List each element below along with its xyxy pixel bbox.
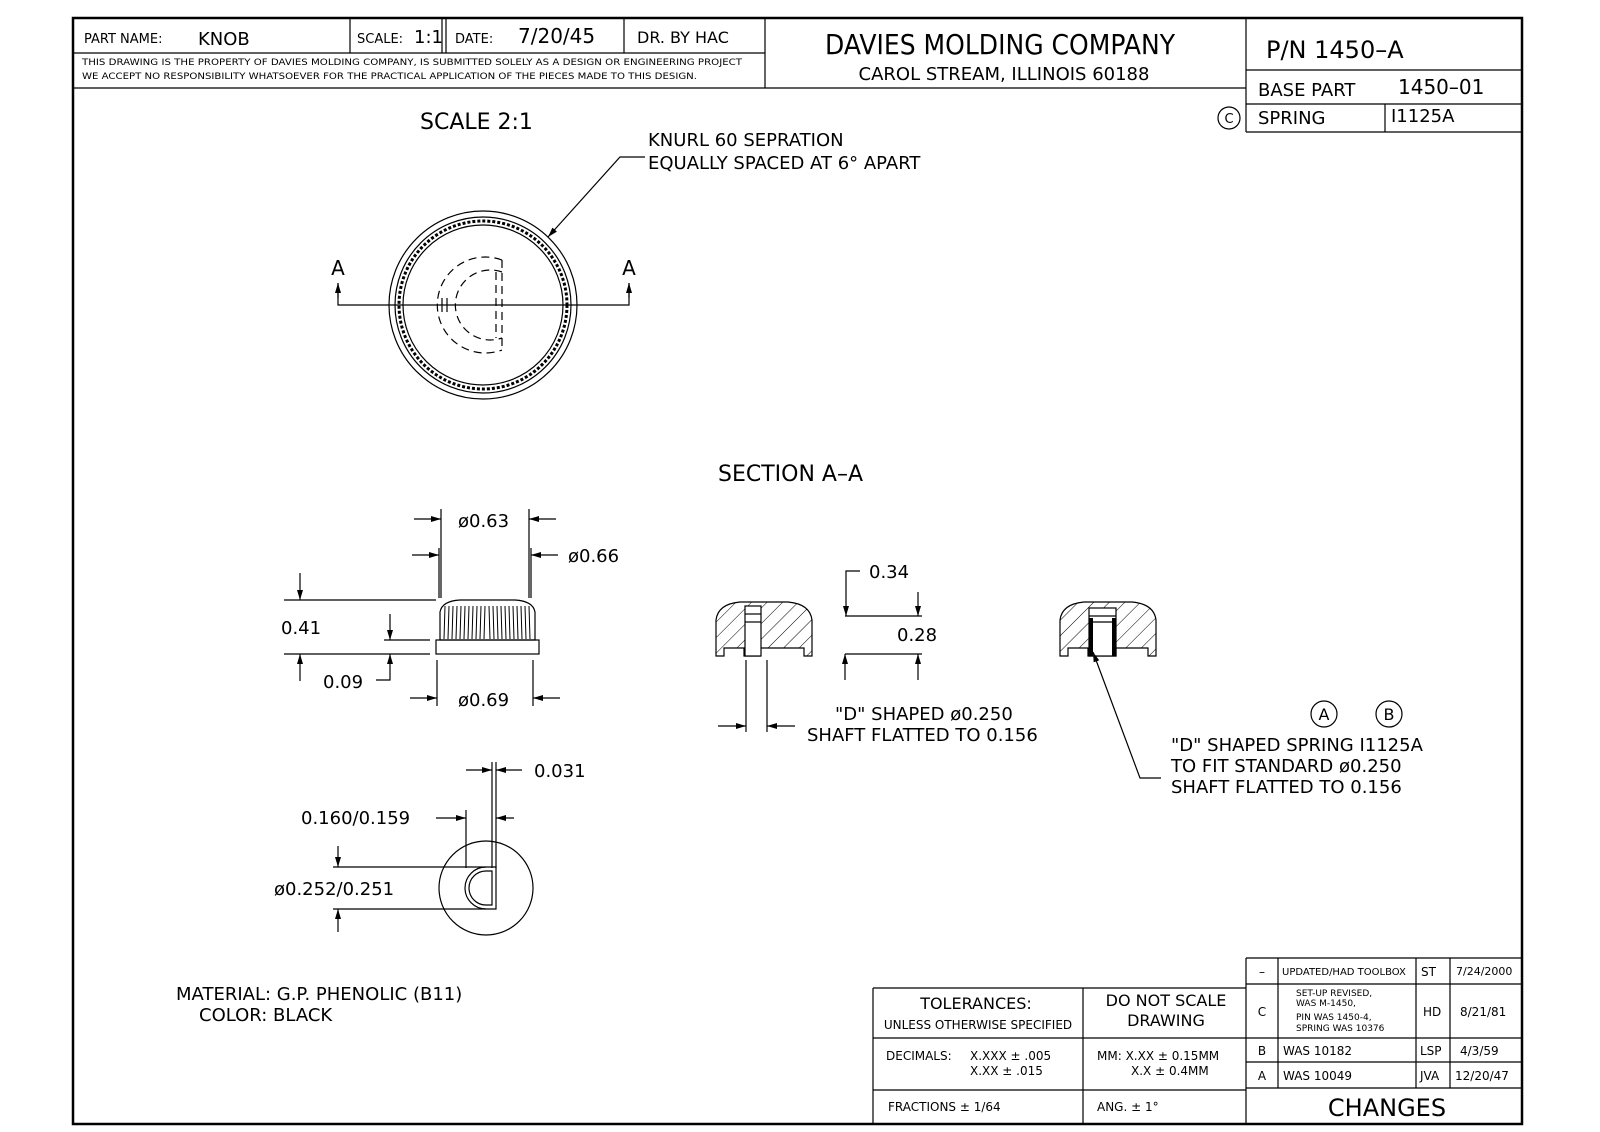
knurl-stripe bbox=[444, 606, 445, 639]
changes-desc-1a: SET-UP REVISED, bbox=[1296, 989, 1373, 999]
knurl-stripe bbox=[501, 606, 502, 639]
spring-note-line-2: TO FIT STANDARD ø0.250 bbox=[1171, 756, 1402, 777]
changes-rev-2: B bbox=[1257, 1044, 1267, 1058]
changes-rev-1: C bbox=[1257, 1005, 1267, 1019]
changes-desc-3: WAS 10049 bbox=[1283, 1069, 1353, 1083]
knurl-stripe bbox=[468, 606, 469, 639]
shaft-note-line-1: "D" SHAPED ø0.250 bbox=[835, 704, 1013, 725]
date-label: DATE: bbox=[455, 32, 494, 47]
section-line-a-a bbox=[338, 283, 629, 305]
material-line: MATERIAL: G.P. PHENOLIC (B11) bbox=[176, 984, 463, 1005]
changes-desc-1b: WAS M-1450, bbox=[1296, 999, 1356, 1009]
scale-value: 1:1 bbox=[414, 27, 443, 48]
spring-left bbox=[1089, 618, 1093, 656]
knurl-stripe bbox=[464, 606, 465, 639]
section-1-body bbox=[716, 602, 812, 656]
changes-by-3: JVA bbox=[1420, 1069, 1440, 1083]
knurl-note-line-1: KNURL 60 SEPRATION bbox=[648, 130, 844, 151]
knurl-stripe bbox=[472, 606, 473, 639]
end-view bbox=[274, 761, 586, 935]
changes-rev-3: A bbox=[1257, 1069, 1267, 1083]
knurl-stripe bbox=[476, 606, 477, 639]
dim-d028: 0.28 bbox=[897, 625, 938, 646]
top-view bbox=[331, 110, 921, 399]
notice-line-2: WE ACCEPT NO RESPONSIBILITY WHATSOEVER FOR THE PRACTICAL APPLICATION OF THE PIECES MADE TO THIS DESIGN. bbox=[82, 72, 697, 82]
mm-x: X.X ± 0.4MM bbox=[1131, 1064, 1209, 1078]
knob-base-flange bbox=[436, 640, 539, 654]
spring-label: SPRING bbox=[1258, 108, 1326, 129]
section-title: SECTION A–A bbox=[718, 462, 864, 487]
color-line: COLOR: BLACK bbox=[199, 1005, 333, 1026]
part-name: KNOB bbox=[198, 29, 250, 50]
base-part-label: BASE PART bbox=[1258, 80, 1356, 101]
dim-d0160: 0.160/0.159 bbox=[301, 808, 411, 829]
revision-c-letter: C bbox=[1224, 112, 1234, 127]
changes-desc-0: UPDATED/HAD TOOLBOX bbox=[1282, 967, 1406, 978]
changes-desc-1d: SPRING WAS 10376 bbox=[1296, 1024, 1385, 1034]
dim-h009: 0.09 bbox=[323, 672, 364, 693]
part-number: P/N 1450–A bbox=[1266, 36, 1404, 64]
tolerance-block bbox=[873, 988, 1246, 1124]
knurl-stripe bbox=[460, 606, 461, 639]
dim-d063: ø0.63 bbox=[458, 511, 510, 532]
top-view-scale: SCALE 2:1 bbox=[420, 110, 533, 135]
dim-d0031: 0.031 bbox=[534, 761, 586, 782]
knurl-stripe bbox=[489, 606, 490, 639]
changes-date-3: 12/20/47 bbox=[1455, 1069, 1509, 1083]
knurl-stripe bbox=[456, 606, 457, 639]
revision-b-letter: B bbox=[1383, 705, 1395, 724]
decimals-xxx: X.XXX ± .005 bbox=[970, 1049, 1052, 1063]
scale-label: SCALE: bbox=[357, 32, 404, 47]
changes-date-0: 7/24/2000 bbox=[1456, 965, 1513, 978]
drawn-by: DR. BY HAC bbox=[637, 28, 729, 47]
knurl-stripe bbox=[497, 606, 498, 639]
knurl-stripe bbox=[513, 606, 514, 639]
notice-line-1: THIS DRAWING IS THE PROPERTY OF DAVIES MOLDING COMPANY, IS SUBMITTED SOLELY AS A DESIGN OR ENGINEERING PROJECT bbox=[80, 58, 743, 68]
tolerances-subheader: UNLESS OTHERWISE SPECIFIED bbox=[883, 1018, 1073, 1032]
knurl-stripe bbox=[525, 606, 526, 639]
company-address: CAROL STREAM, ILLINOIS 60188 bbox=[858, 64, 1150, 85]
dim-d0252: ø0.252/0.251 bbox=[274, 879, 395, 900]
knurl-stripe bbox=[509, 606, 510, 639]
section-view-1 bbox=[716, 562, 1038, 746]
base-part-value: 1450–01 bbox=[1398, 75, 1485, 99]
changes-date-2: 4/3/59 bbox=[1460, 1044, 1499, 1058]
decimals-label: DECIMALS: bbox=[886, 1049, 952, 1063]
changes-title: CHANGES bbox=[1327, 1094, 1447, 1122]
section-marker-left: A bbox=[331, 256, 345, 280]
company-name: DAVIES MOLDING COMPANY bbox=[825, 28, 1176, 61]
section-2-bore bbox=[1089, 608, 1116, 656]
spring-note-line-3: SHAFT FLATTED TO 0.156 bbox=[1171, 777, 1402, 798]
dim-d069: ø0.69 bbox=[458, 690, 510, 711]
knurl-stripe bbox=[517, 606, 518, 639]
fractions-tolerance: FRACTIONS ± 1/64 bbox=[888, 1100, 1001, 1114]
knurl-leader bbox=[548, 157, 645, 237]
spring-note-line-1: "D" SHAPED SPRING I1125A bbox=[1171, 735, 1423, 756]
dim-h041: 0.41 bbox=[281, 618, 322, 639]
d-bore-inner bbox=[469, 871, 492, 905]
end-view-outer-circle bbox=[439, 841, 533, 935]
changes-by-2: LSP bbox=[1420, 1044, 1442, 1058]
changes-table bbox=[1246, 958, 1522, 1124]
part-name-label: PART NAME: bbox=[84, 32, 163, 47]
date-value: 7/20/45 bbox=[518, 24, 596, 48]
changes-date-1: 8/21/81 bbox=[1460, 1005, 1507, 1019]
knurl-stripe bbox=[493, 606, 494, 639]
revision-a-letter: A bbox=[1318, 705, 1330, 724]
knurl-stripe bbox=[529, 606, 530, 639]
no-scale-line-2: DRAWING bbox=[1127, 1011, 1205, 1030]
knurl-stripe bbox=[484, 606, 485, 639]
mm-xx: MM: X.XX ± 0.15MM bbox=[1097, 1049, 1220, 1063]
spring-leader bbox=[1093, 652, 1161, 778]
spring-right bbox=[1112, 618, 1116, 656]
changes-rev-0: – bbox=[1259, 965, 1265, 979]
knurl-stripe bbox=[448, 606, 449, 639]
dim-d034: 0.34 bbox=[869, 562, 910, 583]
changes-desc-1c: PIN WAS 1450-4, bbox=[1296, 1013, 1372, 1023]
decimals-xx: X.XX ± .015 bbox=[970, 1064, 1043, 1078]
section-view-2 bbox=[1060, 602, 1424, 798]
dim-d066: ø0.66 bbox=[568, 546, 620, 567]
d-bore-outer bbox=[465, 867, 496, 909]
changes-by-0: ST bbox=[1421, 965, 1436, 979]
knurl-stripe bbox=[521, 606, 522, 639]
spring-value: I1125A bbox=[1391, 106, 1455, 127]
changes-by-1: HD bbox=[1423, 1005, 1442, 1019]
section-marker-right: A bbox=[622, 256, 636, 280]
changes-desc-2: WAS 10182 bbox=[1283, 1044, 1353, 1058]
knob-knurled-body bbox=[440, 600, 535, 640]
tolerances-header: TOLERANCES: bbox=[920, 994, 1032, 1013]
knurl-stripe bbox=[505, 606, 506, 639]
knurl-note-line-2: EQUALLY SPACED AT 6° APART bbox=[648, 153, 921, 174]
knurl-pattern bbox=[444, 606, 530, 639]
no-scale-line-1: DO NOT SCALE bbox=[1105, 991, 1227, 1010]
side-view bbox=[281, 509, 619, 711]
shaft-note-line-2: SHAFT FLATTED TO 0.156 bbox=[807, 725, 1038, 746]
title-block bbox=[73, 18, 1522, 132]
knurl-stripe bbox=[480, 606, 481, 639]
angle-tolerance: ANG. ± 1° bbox=[1097, 1100, 1159, 1114]
knurl-stripe bbox=[452, 606, 453, 639]
